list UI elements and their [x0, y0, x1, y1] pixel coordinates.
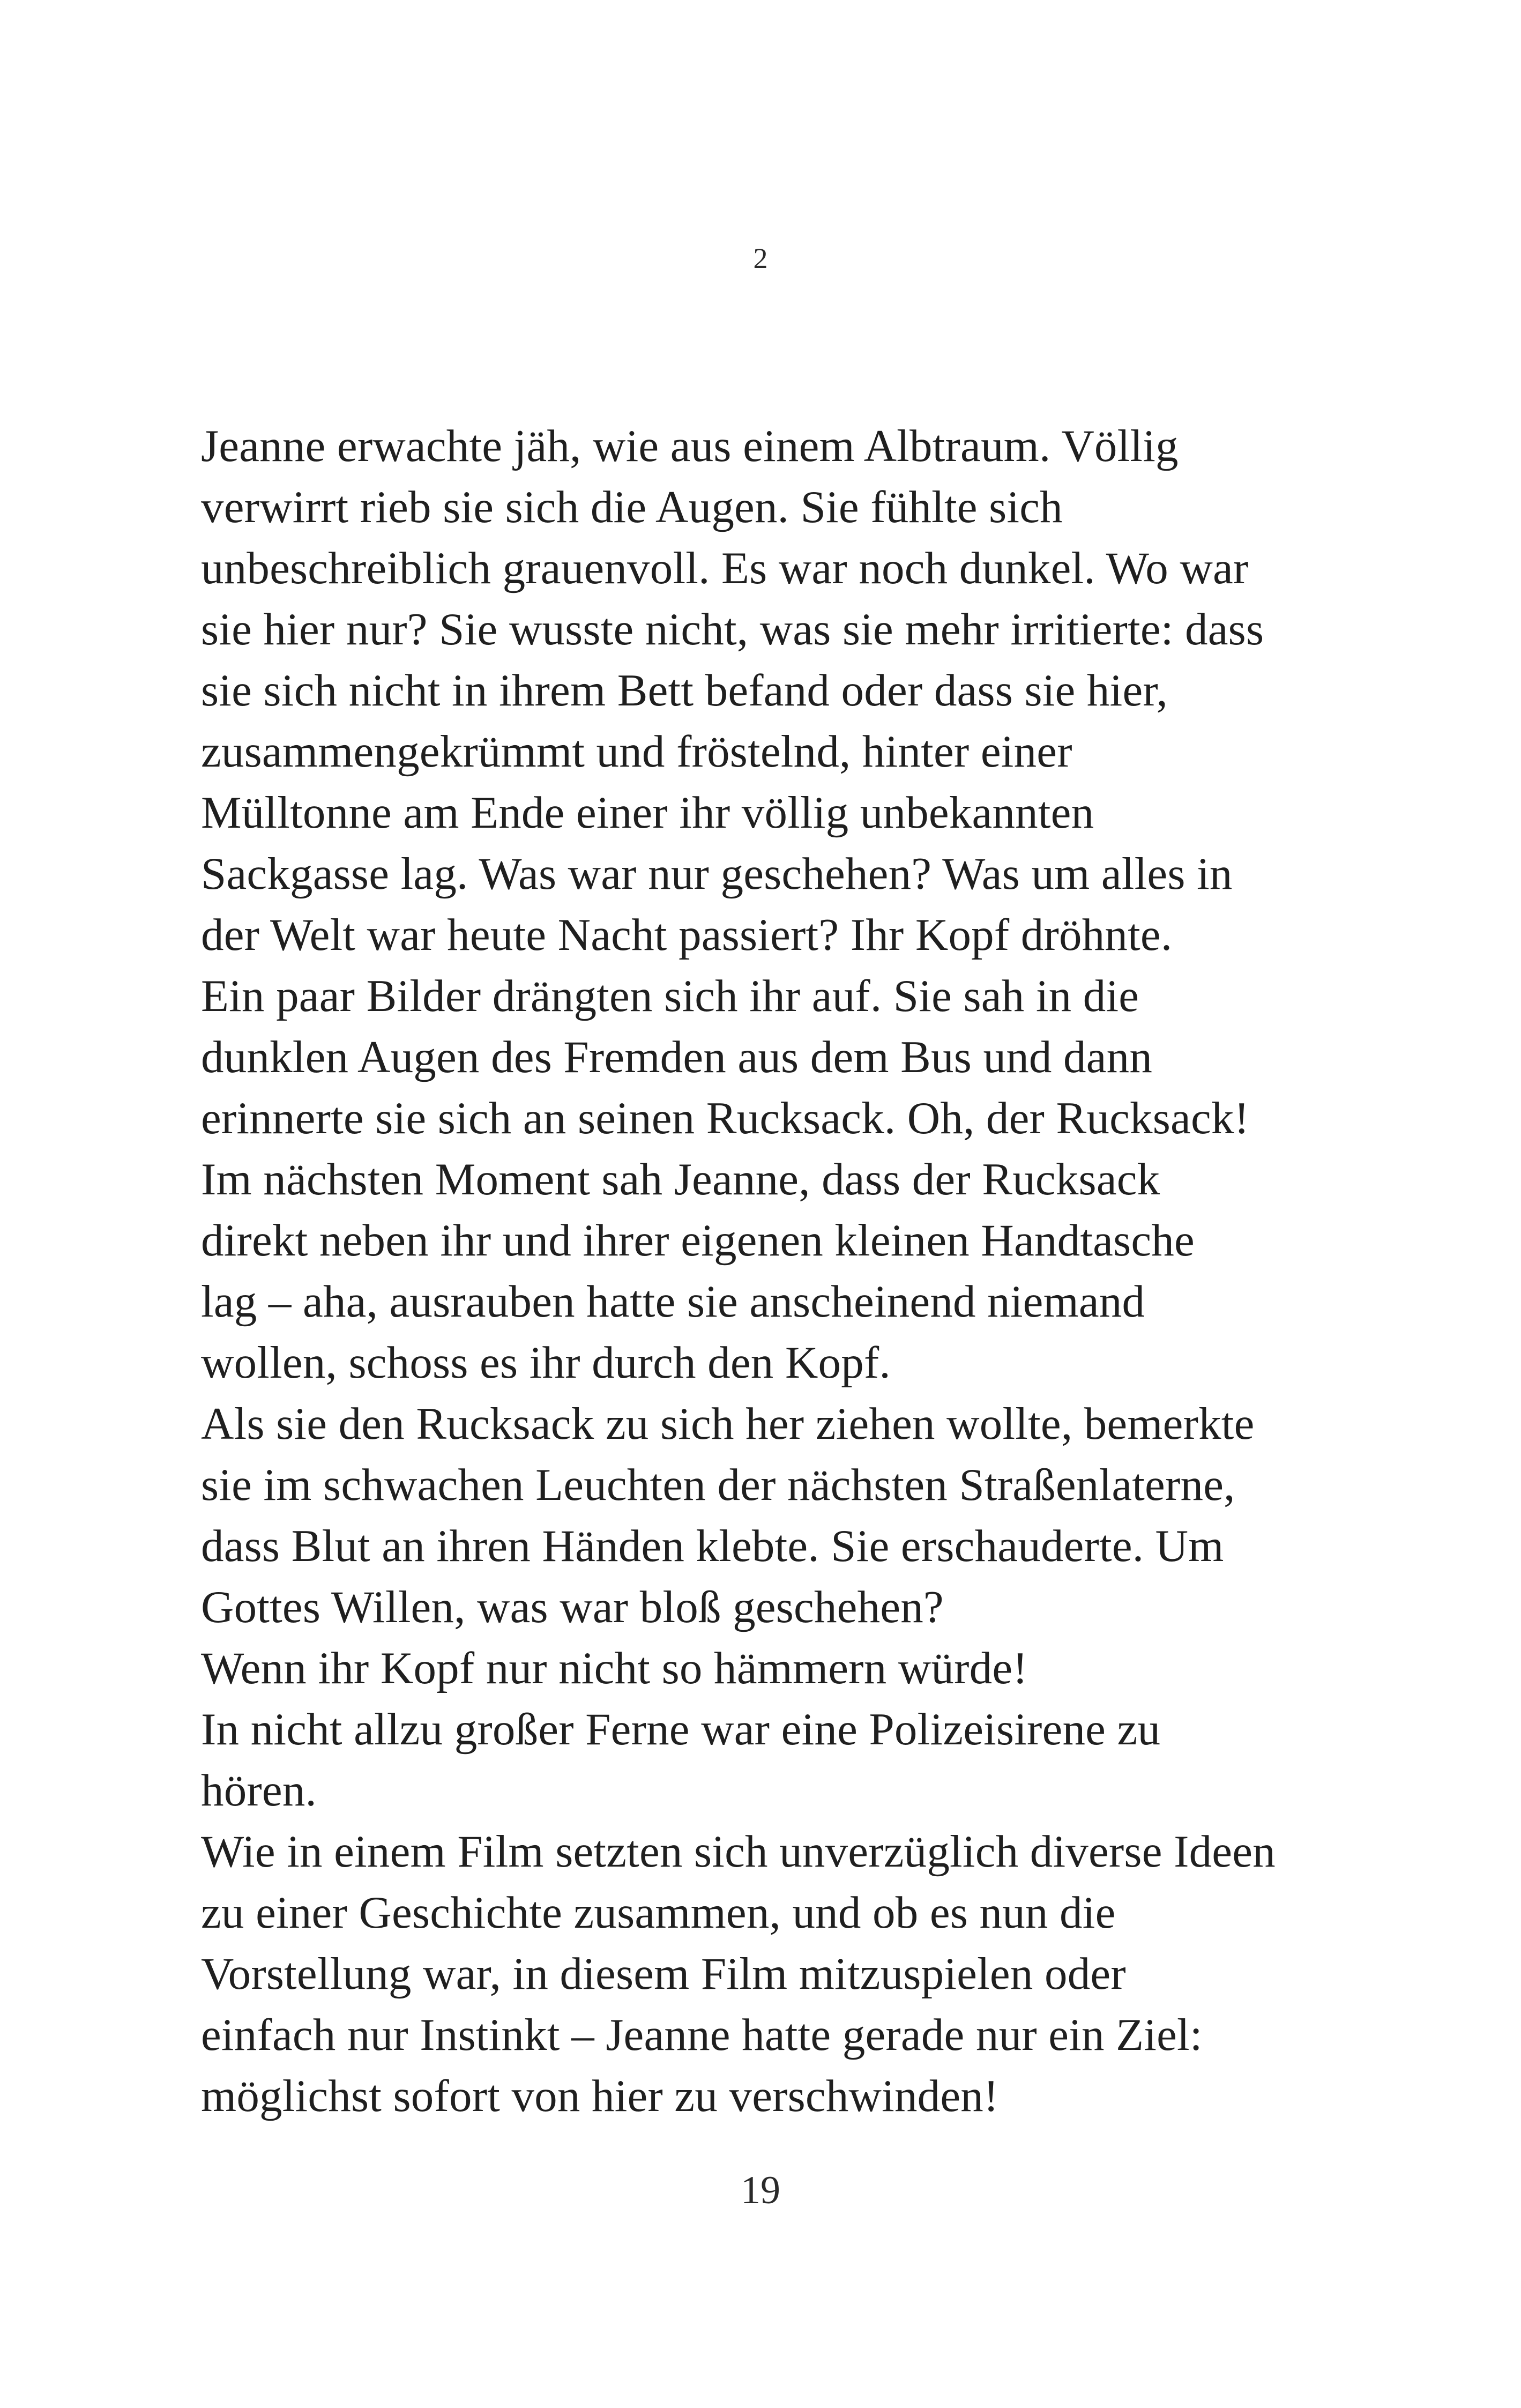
text-line: hören.	[201, 1765, 317, 1816]
text-line: sie hier nur? Sie wusste nicht, was sie mehr irritierte: dass	[201, 604, 1264, 655]
text-line: sie sich nicht in ihrem Bett befand oder dass sie hier,	[201, 665, 1168, 716]
text-line: Gottes Willen, was war bloß geschehen?	[201, 1582, 944, 1632]
text-line: erinnerte sie sich an seinen Rucksack. Oh, der Rucksack!	[201, 1093, 1250, 1143]
text-line: Vorstellung war, in diesem Film mitzuspielen oder	[201, 1949, 1126, 1999]
text-line: Wie in einem Film setzten sich unverzüglich diverse Ideen	[201, 1826, 1276, 1877]
text-line: lag – aha, ausrauben hatte sie anscheinend niemand	[201, 1276, 1145, 1327]
text-line: unbeschreiblich grauenvoll. Es war noch dunkel. Wo war	[201, 543, 1249, 593]
text-line: Als sie den Rucksack zu sich her ziehen wollte, bemerkte	[201, 1399, 1255, 1449]
text-line: verwirrt rieb sie sich die Augen. Sie fühlte sich	[201, 482, 1063, 532]
text-line: einfach nur Instinkt – Jeanne hatte gerade nur ein Ziel:	[201, 2010, 1203, 2060]
text-line: Mülltonne am Ende einer ihr völlig unbekannten	[201, 787, 1094, 838]
text-line: der Welt war heute Nacht passiert? Ihr Kopf dröhnte.	[201, 910, 1173, 960]
text-line: zusammengekrümmt und fröstelnd, hinter einer	[201, 726, 1072, 777]
text-line: Im nächsten Moment sah Jeanne, dass der Rucksack	[201, 1154, 1160, 1205]
text-line: Jeanne erwachte jäh, wie aus einem Albtraum. Völlig	[201, 421, 1179, 471]
text-line: Ein paar Bilder drängten sich ihr auf. Sie sah in die	[201, 971, 1139, 1021]
page-number: 19	[741, 2168, 780, 2212]
text-line: wollen, schoss es ihr durch den Kopf.	[201, 1337, 891, 1388]
text-line: dass Blut an ihren Händen klebte. Sie erschauderte. Um	[201, 1521, 1224, 1571]
body-text	[201, 415, 1337, 2127]
text-line: Wenn ihr Kopf nur nicht so hämmern würde!	[201, 1643, 1028, 1693]
text-line: zu einer Geschichte zusammen, und ob es nun die	[201, 1887, 1116, 1938]
text-line: In nicht allzu großer Ferne war eine Polizeisirene zu	[201, 1704, 1161, 1755]
text-line: direkt neben ihr und ihrer eigenen kleinen Handtasche	[201, 1215, 1195, 1266]
text-line: sie im schwachen Leuchten der nächsten Straßenlaterne,	[201, 1460, 1235, 1510]
text-line: möglichst sofort von hier zu verschwinden!	[201, 2071, 999, 2121]
text-line: dunklen Augen des Fremden aus dem Bus und dann	[201, 1032, 1153, 1082]
text-line: Sackgasse lag. Was war nur geschehen? Was um alles in	[201, 849, 1233, 899]
chapter-number: 2	[753, 242, 768, 274]
